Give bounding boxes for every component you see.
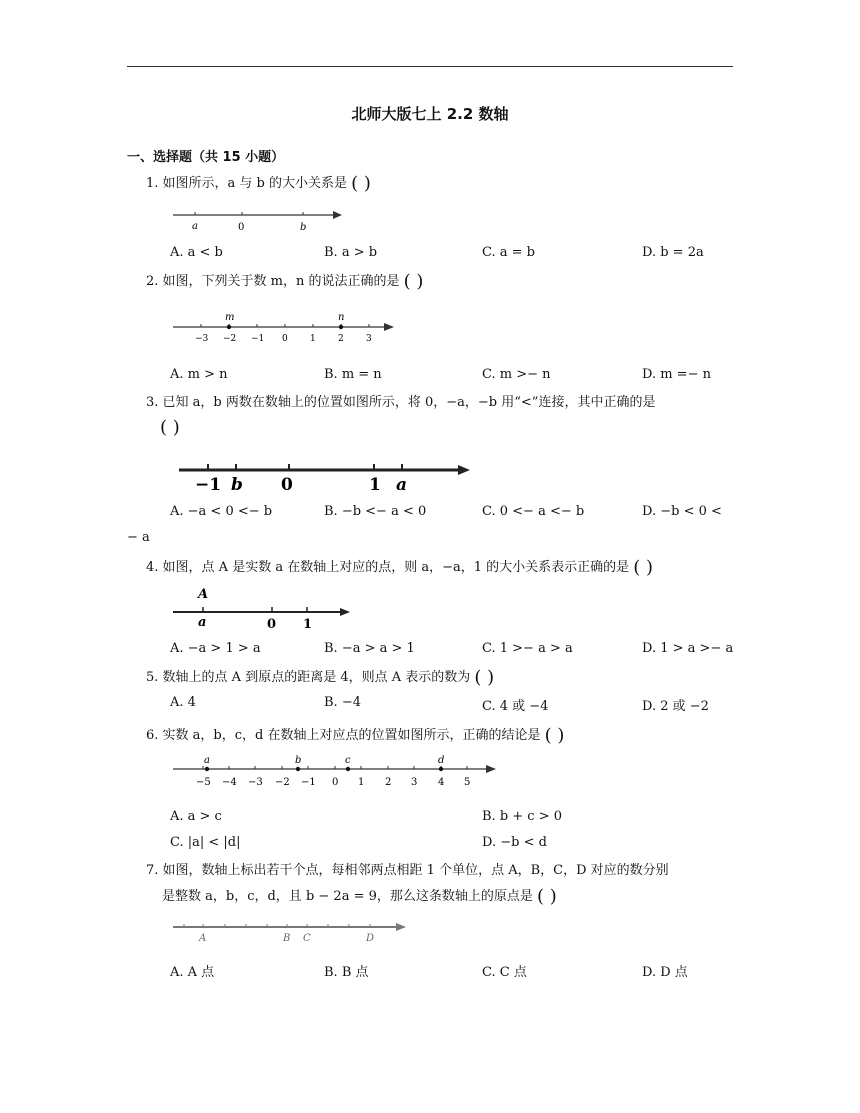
- option-d-wrap: − a: [127, 530, 150, 545]
- figure-label: D: [366, 933, 375, 944]
- option-a[interactable]: A. −a > 1 > a: [170, 641, 261, 656]
- question-7: [146, 861, 736, 881]
- point-d: [439, 767, 443, 771]
- question-stem: 是整数 a，b，c，d，且 b − 2a = 9，那么这条数轴上的原点是: [162, 889, 533, 904]
- figure-label: a: [198, 615, 207, 630]
- option-b[interactable]: B. m = n: [324, 367, 382, 382]
- tick-label: −2: [223, 334, 237, 344]
- tick-label: −3: [195, 334, 209, 344]
- number-line-figure-3: [176, 458, 476, 494]
- number-line-figure-2: [170, 310, 400, 346]
- tick-label: −2: [275, 777, 290, 788]
- section-heading: 一、选择题（共 15 小题）: [127, 150, 285, 165]
- figure-label: A: [199, 933, 207, 944]
- option-c[interactable]: C. 4 或 −4: [482, 699, 549, 714]
- figure-label: C: [303, 933, 311, 944]
- question-stem: 6. 实数 a，b，c，d 在数轴上对应点的位置如图所示，正确的结论是: [146, 728, 541, 743]
- option-c[interactable]: C. |a| < |d|: [170, 835, 241, 850]
- tick-label: −1: [251, 334, 265, 344]
- top-rule: [127, 66, 733, 67]
- option-c[interactable]: C. a = b: [482, 245, 535, 260]
- tick-label: 5: [464, 777, 471, 788]
- tick-label: 0: [282, 334, 288, 344]
- tick-label: −1: [301, 777, 316, 788]
- question-stem: 2. 如图，下列关于数 m，n 的说法正确的是: [146, 274, 400, 289]
- point-b: [296, 767, 300, 771]
- option-d[interactable]: D. b = 2a: [642, 245, 704, 260]
- tick-label: 1: [358, 777, 365, 788]
- figure-label: 0: [281, 475, 293, 495]
- option-d[interactable]: D. D 点: [642, 965, 688, 980]
- answer-paren: ( ): [403, 271, 424, 292]
- question-3: [146, 393, 736, 413]
- figure-label: 1: [369, 475, 381, 495]
- number-line-figure-4: [170, 585, 360, 633]
- question-6: [146, 726, 736, 746]
- answer-paren: ( ): [160, 417, 180, 438]
- option-b[interactable]: B. −a > a > 1: [324, 641, 415, 656]
- figure-label: 0: [238, 222, 245, 233]
- page-title: 北师大版七上 2.2 数轴: [351, 105, 509, 123]
- point-label: d: [438, 755, 445, 766]
- question-stem: 5. 数轴上的点 A 到原点的距离是 4，则点 A 表示的数为: [146, 670, 471, 685]
- figure-label: A: [198, 587, 209, 602]
- figure-label: 0: [267, 617, 277, 632]
- tick-label: 4: [438, 777, 445, 788]
- option-d[interactable]: D. 1 > a >− a: [642, 641, 734, 656]
- figure-label: a: [192, 221, 198, 232]
- question-stem: 7. 如图，数轴上标出若干个点，每相邻两点相距 1 个单位，点 A，B，C，D 对应的数分别: [146, 863, 669, 878]
- question-2: [146, 272, 736, 292]
- question-7-line-2: [162, 887, 752, 907]
- option-b[interactable]: B. a > b: [324, 245, 378, 260]
- option-a[interactable]: A. a > c: [170, 809, 222, 824]
- question-stem: 3. 已知 a，b 两数在数轴上的位置如图所示，将 0，−a，−b 用“<”连接，其中正确的是: [146, 395, 656, 410]
- option-d[interactable]: D. 2 或 −2: [642, 699, 709, 714]
- point-label: n: [338, 312, 345, 323]
- tick-label: 2: [385, 777, 392, 788]
- answer-paren: ( ): [474, 667, 495, 688]
- option-c[interactable]: C. 1 >− a > a: [482, 641, 573, 656]
- answer-paren: ( ): [351, 173, 371, 194]
- point-label: b: [295, 755, 302, 766]
- point-m: [227, 325, 231, 329]
- option-a[interactable]: A. A 点: [170, 965, 215, 980]
- option-a[interactable]: A. m > n: [170, 367, 228, 382]
- point-label: m: [225, 312, 235, 323]
- figure-label: b: [300, 222, 307, 233]
- option-b[interactable]: B. −4: [324, 695, 361, 710]
- answer-paren: ( ): [537, 886, 557, 907]
- number-line-figure-7: [170, 916, 420, 948]
- option-d[interactable]: D. −b < 0 <: [642, 504, 722, 519]
- answer-paren: ( ): [544, 725, 565, 746]
- option-c[interactable]: C. C 点: [482, 965, 527, 980]
- question-stem: 1. 如图所示，a 与 b 的大小关系是: [146, 176, 348, 191]
- option-c[interactable]: C. m >− n: [482, 367, 551, 382]
- tick-label: 3: [366, 334, 372, 344]
- option-a[interactable]: A. −a < 0 <− b: [170, 504, 273, 519]
- option-d[interactable]: D. m =− n: [642, 367, 711, 382]
- tick-label: 2: [338, 334, 344, 344]
- option-b[interactable]: B. b + c > 0: [482, 809, 563, 824]
- tick-label: −4: [222, 777, 237, 788]
- figure-label: a: [396, 475, 408, 495]
- tick-label: 0: [332, 777, 339, 788]
- figure-label: B: [283, 933, 291, 944]
- point-a: [205, 767, 209, 771]
- point-c: [346, 767, 350, 771]
- point-n: [339, 325, 343, 329]
- tick-label: 3: [411, 777, 418, 788]
- figure-label: 1: [303, 617, 313, 632]
- question-1: [146, 174, 736, 194]
- answer-paren: ( ): [633, 557, 654, 578]
- number-line-figure-1: [170, 204, 350, 234]
- option-b[interactable]: B. −b <− a < 0: [324, 504, 427, 519]
- figure-label: −1: [195, 475, 222, 495]
- tick-label: −3: [248, 777, 263, 788]
- question-stem: 4. 如图，点 A 是实数 a 在数轴上对应的点，则 a，−a，1 的大小关系表示正确的是: [146, 560, 630, 575]
- option-a[interactable]: A. a < b: [170, 245, 223, 260]
- figure-label: b: [231, 475, 243, 495]
- question-4: [146, 558, 736, 578]
- tick-label: −5: [196, 777, 211, 788]
- option-d[interactable]: D. −b < d: [482, 835, 547, 850]
- number-line-figure-6: [170, 752, 500, 792]
- point-label: c: [345, 755, 351, 766]
- option-a[interactable]: A. 4: [170, 695, 196, 710]
- question-5: [146, 668, 736, 688]
- option-b[interactable]: B. B 点: [324, 965, 369, 980]
- option-c[interactable]: C. 0 <− a <− b: [482, 504, 585, 519]
- tick-label: 1: [310, 334, 316, 344]
- point-label: a: [204, 755, 210, 766]
